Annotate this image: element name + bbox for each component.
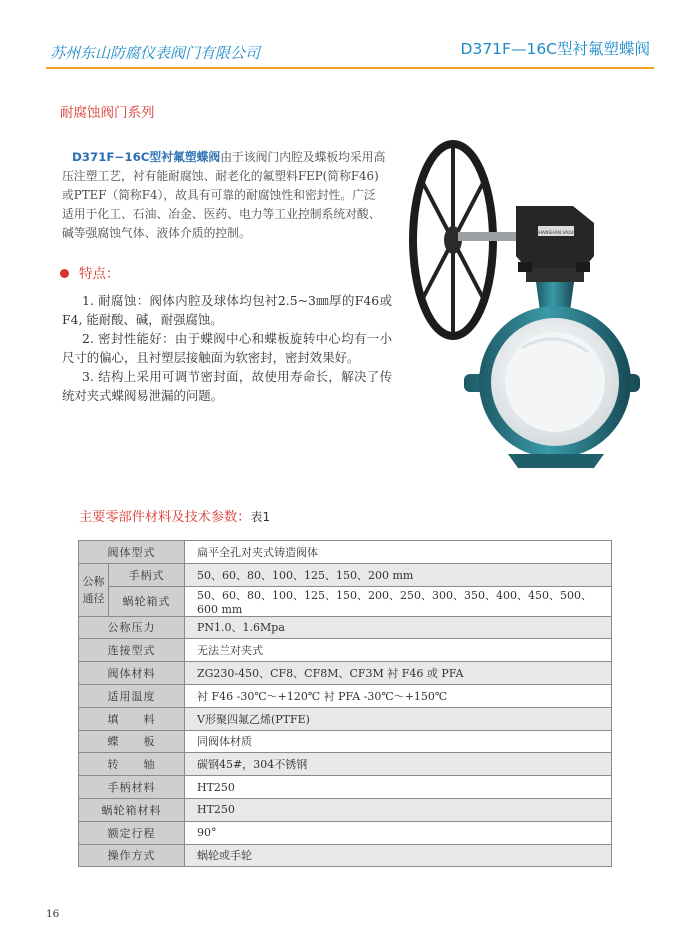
row-label: 蜗轮箱式 bbox=[109, 586, 185, 616]
header-divider bbox=[46, 67, 654, 69]
table-row bbox=[79, 844, 612, 867]
row-label: 操作方式 bbox=[79, 844, 185, 867]
valve-body-icon bbox=[464, 306, 640, 468]
table-row bbox=[79, 730, 612, 753]
company-name: 苏州东山防腐仪表阀门有限公司 bbox=[50, 44, 261, 62]
row-value: 无法兰对夹式 bbox=[185, 639, 612, 662]
row-value: 衬 F46 -30℃～+120℃ 衬 PFA -30℃～+150℃ bbox=[185, 684, 612, 707]
row-value: HT250 bbox=[185, 798, 612, 821]
table-row bbox=[79, 684, 612, 707]
row-label: 阀体材料 bbox=[79, 662, 185, 685]
series-title: 耐腐蚀阀门系列 bbox=[60, 105, 155, 121]
row-label: 填 料 bbox=[79, 707, 185, 730]
intro-text: 由于该阀门内腔及蝶板均采用高压注塑工艺，衬有能耐腐蚀、耐老化的氟塑料FEP(简称F46)或PTEF（简称F4），故具有可靠的耐腐蚀性和密封性。广泛适用于化工、石油、冶金、医药、电力等工业控制系统对酸、碱等强腐蚀气体、液体介质的控制。 bbox=[62, 150, 386, 240]
features-title-text: 特点： bbox=[79, 266, 120, 282]
row-value: ZG230-450、CF8、CF8M、CF3M 衬 F46 或 PFA bbox=[185, 662, 612, 685]
page-number: 16 bbox=[46, 908, 60, 920]
table-row bbox=[79, 616, 612, 639]
features-list bbox=[62, 291, 392, 405]
model-title: D371F—16C型衬氟塑蝶阀 bbox=[460, 40, 650, 58]
row-value: 50、60、80、100、125、150、200、250、300、350、400、450、500、600 mm bbox=[185, 586, 612, 616]
gearbox-nameplate: SHANSHAN VALVE bbox=[535, 231, 577, 236]
row-label: 公称压力 bbox=[79, 616, 185, 639]
butterfly-valve-image bbox=[398, 128, 648, 478]
row-value: 碳钢45#，304不锈钢 bbox=[185, 753, 612, 776]
table-row bbox=[79, 563, 612, 586]
row-value: V形聚四氟乙烯(PTFE) bbox=[185, 707, 612, 730]
parameters-table bbox=[78, 540, 612, 867]
table-row bbox=[79, 821, 612, 844]
row-label: 蜗轮箱材料 bbox=[79, 798, 185, 821]
row-value: 90° bbox=[185, 821, 612, 844]
row-value: 扁平全孔对夹式铸造阀体 bbox=[185, 541, 612, 564]
feature-item: 2. 密封性能好：由于蝶阀中心和蝶板旋转中心均有一小尺寸的偏心，且衬塑层接触面为软密封，密封效果好。 bbox=[62, 331, 392, 365]
row-value: 同阀体材质 bbox=[185, 730, 612, 753]
table-tag: 表1 bbox=[250, 510, 271, 524]
row-group-label: 公称 通径 bbox=[79, 563, 109, 616]
bullet-dot-icon bbox=[60, 269, 69, 278]
table-row bbox=[79, 586, 612, 616]
intro-paragraph bbox=[62, 148, 386, 243]
features-title bbox=[60, 262, 120, 282]
row-label: 转 轴 bbox=[79, 753, 185, 776]
row-label: 额定行程 bbox=[79, 821, 185, 844]
table-title-text: 主要零部件材料及技术参数： bbox=[79, 510, 251, 525]
row-value: 50、60、80、100、125、150、200 mm bbox=[185, 563, 612, 586]
row-value: PN1.0、1.6Mpa bbox=[185, 616, 612, 639]
table-row bbox=[79, 707, 612, 730]
intro-lead: D371F−16C型衬氟塑蝶阀 bbox=[72, 150, 221, 164]
table-row bbox=[79, 639, 612, 662]
table-title bbox=[79, 506, 270, 525]
feature-item: 3. 结构上采用可调节密封面，故使用寿命长，解决了传统对夹式蝶阀易泄漏的问题。 bbox=[62, 369, 392, 403]
table-row bbox=[79, 753, 612, 776]
table-row bbox=[79, 776, 612, 799]
row-label: 手柄材料 bbox=[79, 776, 185, 799]
row-value: 蜗轮或手轮 bbox=[185, 844, 612, 867]
row-value: HT250 bbox=[185, 776, 612, 799]
row-label: 连接型式 bbox=[79, 639, 185, 662]
row-label: 适用温度 bbox=[79, 684, 185, 707]
table-row bbox=[79, 798, 612, 821]
row-label: 阀体型式 bbox=[79, 541, 185, 564]
row-label: 手柄式 bbox=[109, 563, 185, 586]
row-label: 蝶 板 bbox=[79, 730, 185, 753]
table-row bbox=[79, 662, 612, 685]
feature-item: 1. 耐腐蚀：阀体内腔及球体均包衬2.5~3㎜厚的F46或F4, 能耐酸、碱，耐强腐蚀。 bbox=[62, 293, 392, 327]
table-row bbox=[79, 541, 612, 564]
